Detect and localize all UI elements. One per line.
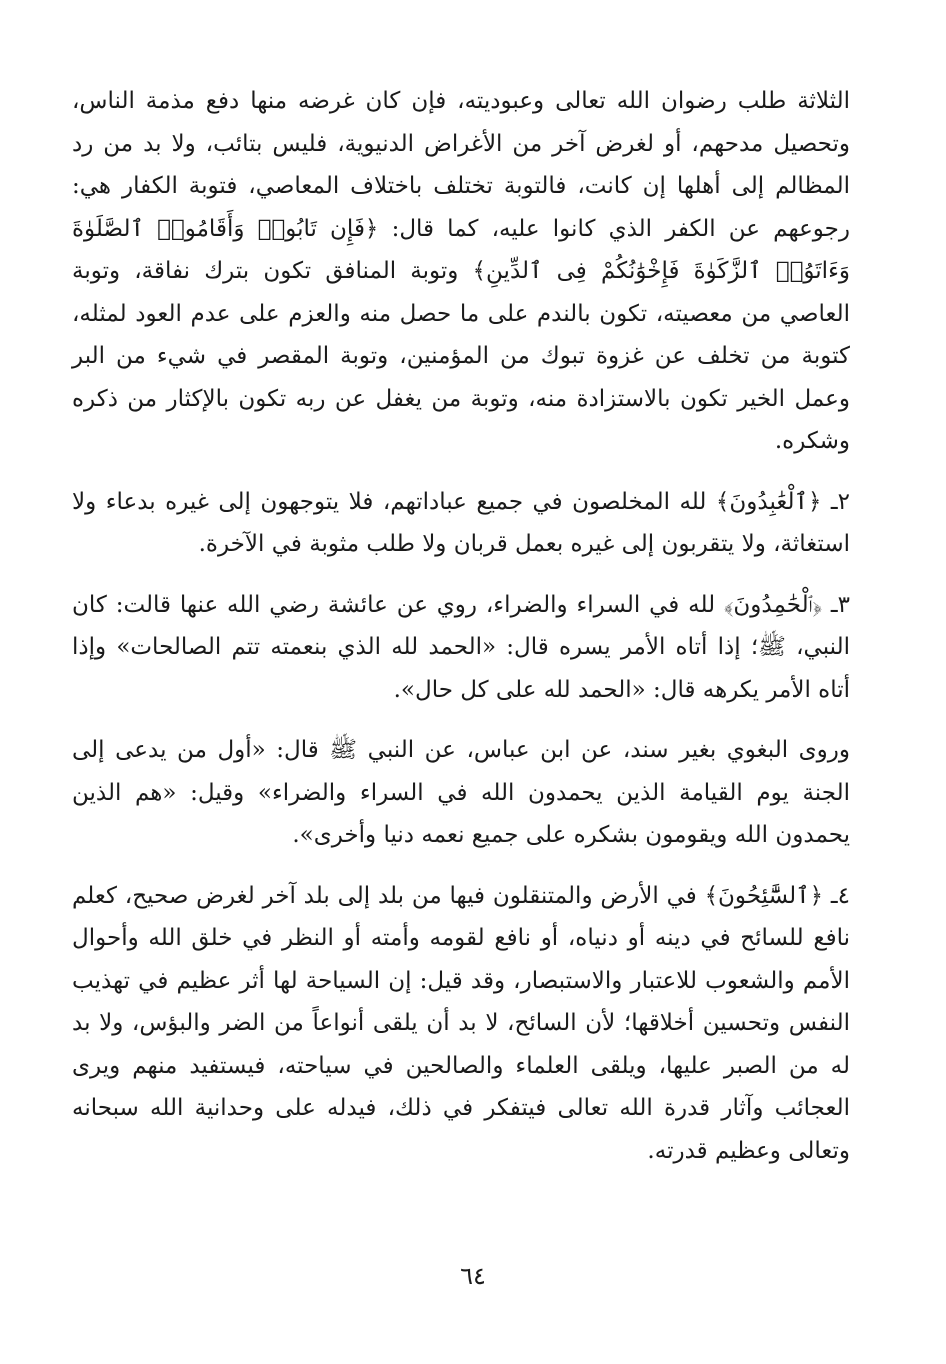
paragraph-praisers: ٣ـ ﴿ٱلْحَٰمِدُونَ﴾ لله في السراء والضراء، روي عن عائشة رضي الله عنها قالت: كان النبي، ﷺ؛ إذا أتاه الأمر يسره قال: «الحمد لله الذي بنعمته تتم الصالحات» وإذا أتاه الأمر يكرهه قال: «الحمد لله على كل حال». — [72, 591, 850, 703]
paragraph-repentance-continuation: الثلاثة طلب رضوان الله تعالى وعبوديته، فإن كان غرضه منها دفع مذمة الناس، وتحصيل مدحهم، أو لغرض آخر من الأغراض الدنيوية، فليس بتائب، ولا بد من رد المظالم إلى أهلها إن كانت، فالتوبة تختلف باختلاف المعاصي، فتوبة الكفار هي: رجوعهم عن الكفر الذي كانوا عليه، كما قال: ﴿فَإِن تَابُوا۟ وَأَقَامُوا۟ ٱلصَّلَوٰةَ وَءَاتَوُا۟ ٱلزَّكَوٰةَ فَإِخْوَٰنُكُمْ فِى ٱلدِّينِ﴾ وتوبة المنافق تكون بترك نفاقة، وتوبة العاصي من معصيته، تكون بالندم على ما حصل منه والعزم على عدم العود لمثله، كتوبة من تخلف عن غزوة تبوك من المؤمنين، وتوبة المقصر في شيء من البر وعمل الخير تكون بالاستزادة منه، وتوبة من يغفل عن ربه تكون بالإكثار من ذكره وشكره. — [72, 88, 850, 454]
page-body — [72, 80, 850, 1172]
paragraph-worshippers: ٢ـ ﴿ٱلْعَٰبِدُونَ﴾ لله المخلصون في جميع عباداتهم، فلا يتوجهون إلى غيره بدعاء ولا استغاثة، ولا يتقربون إلى غيره بعمل قربان ولا طلب مثوبة في الآخرة. — [72, 488, 850, 557]
paragraph-travellers: ٤ـ ﴿ٱلسَّٰٓئِحُونَ﴾ في الأرض والمتنقلون فيها من بلد إلى بلد آخر لغرض صحيح، كعلم نافع للسائح في دينه أو دنياه، أو نافع لقومه وأمته أو النظر في خلق الله وأحوال الأمم والشعوب للاعتبار والاستبصار، وقد قيل: إن السياحة لها أثر عظيم في تهذيب النفس وتحسين أخلاقها؛ لأن السائح، لا بد أن يلقى أنواعاً من الضر والبؤس، ولا بد له من الصبر عليها، ويلقى العلماء والصالحين في سياحته، فيستفيد منهم ويرى العجائب وآثار قدرة الله تعالى فيتفكر في ذلك، فيدله على وحدانية الله سبحانه وتعالى وعظيم قدرته. — [72, 882, 850, 1164]
paragraph-baghawi-narration: وروى البغوي بغير سند، عن ابن عباس، عن النبي ﷺ قال: «أول من يدعى إلى الجنة يوم القيامة الذين يحمدون الله في السراء والضراء» وقيل: «هم الذين يحمدون الله ويقومون بشكره على جميع نعمه دنيا وأخرى». — [72, 737, 850, 848]
page-number: ٦٤ — [460, 1262, 486, 1290]
